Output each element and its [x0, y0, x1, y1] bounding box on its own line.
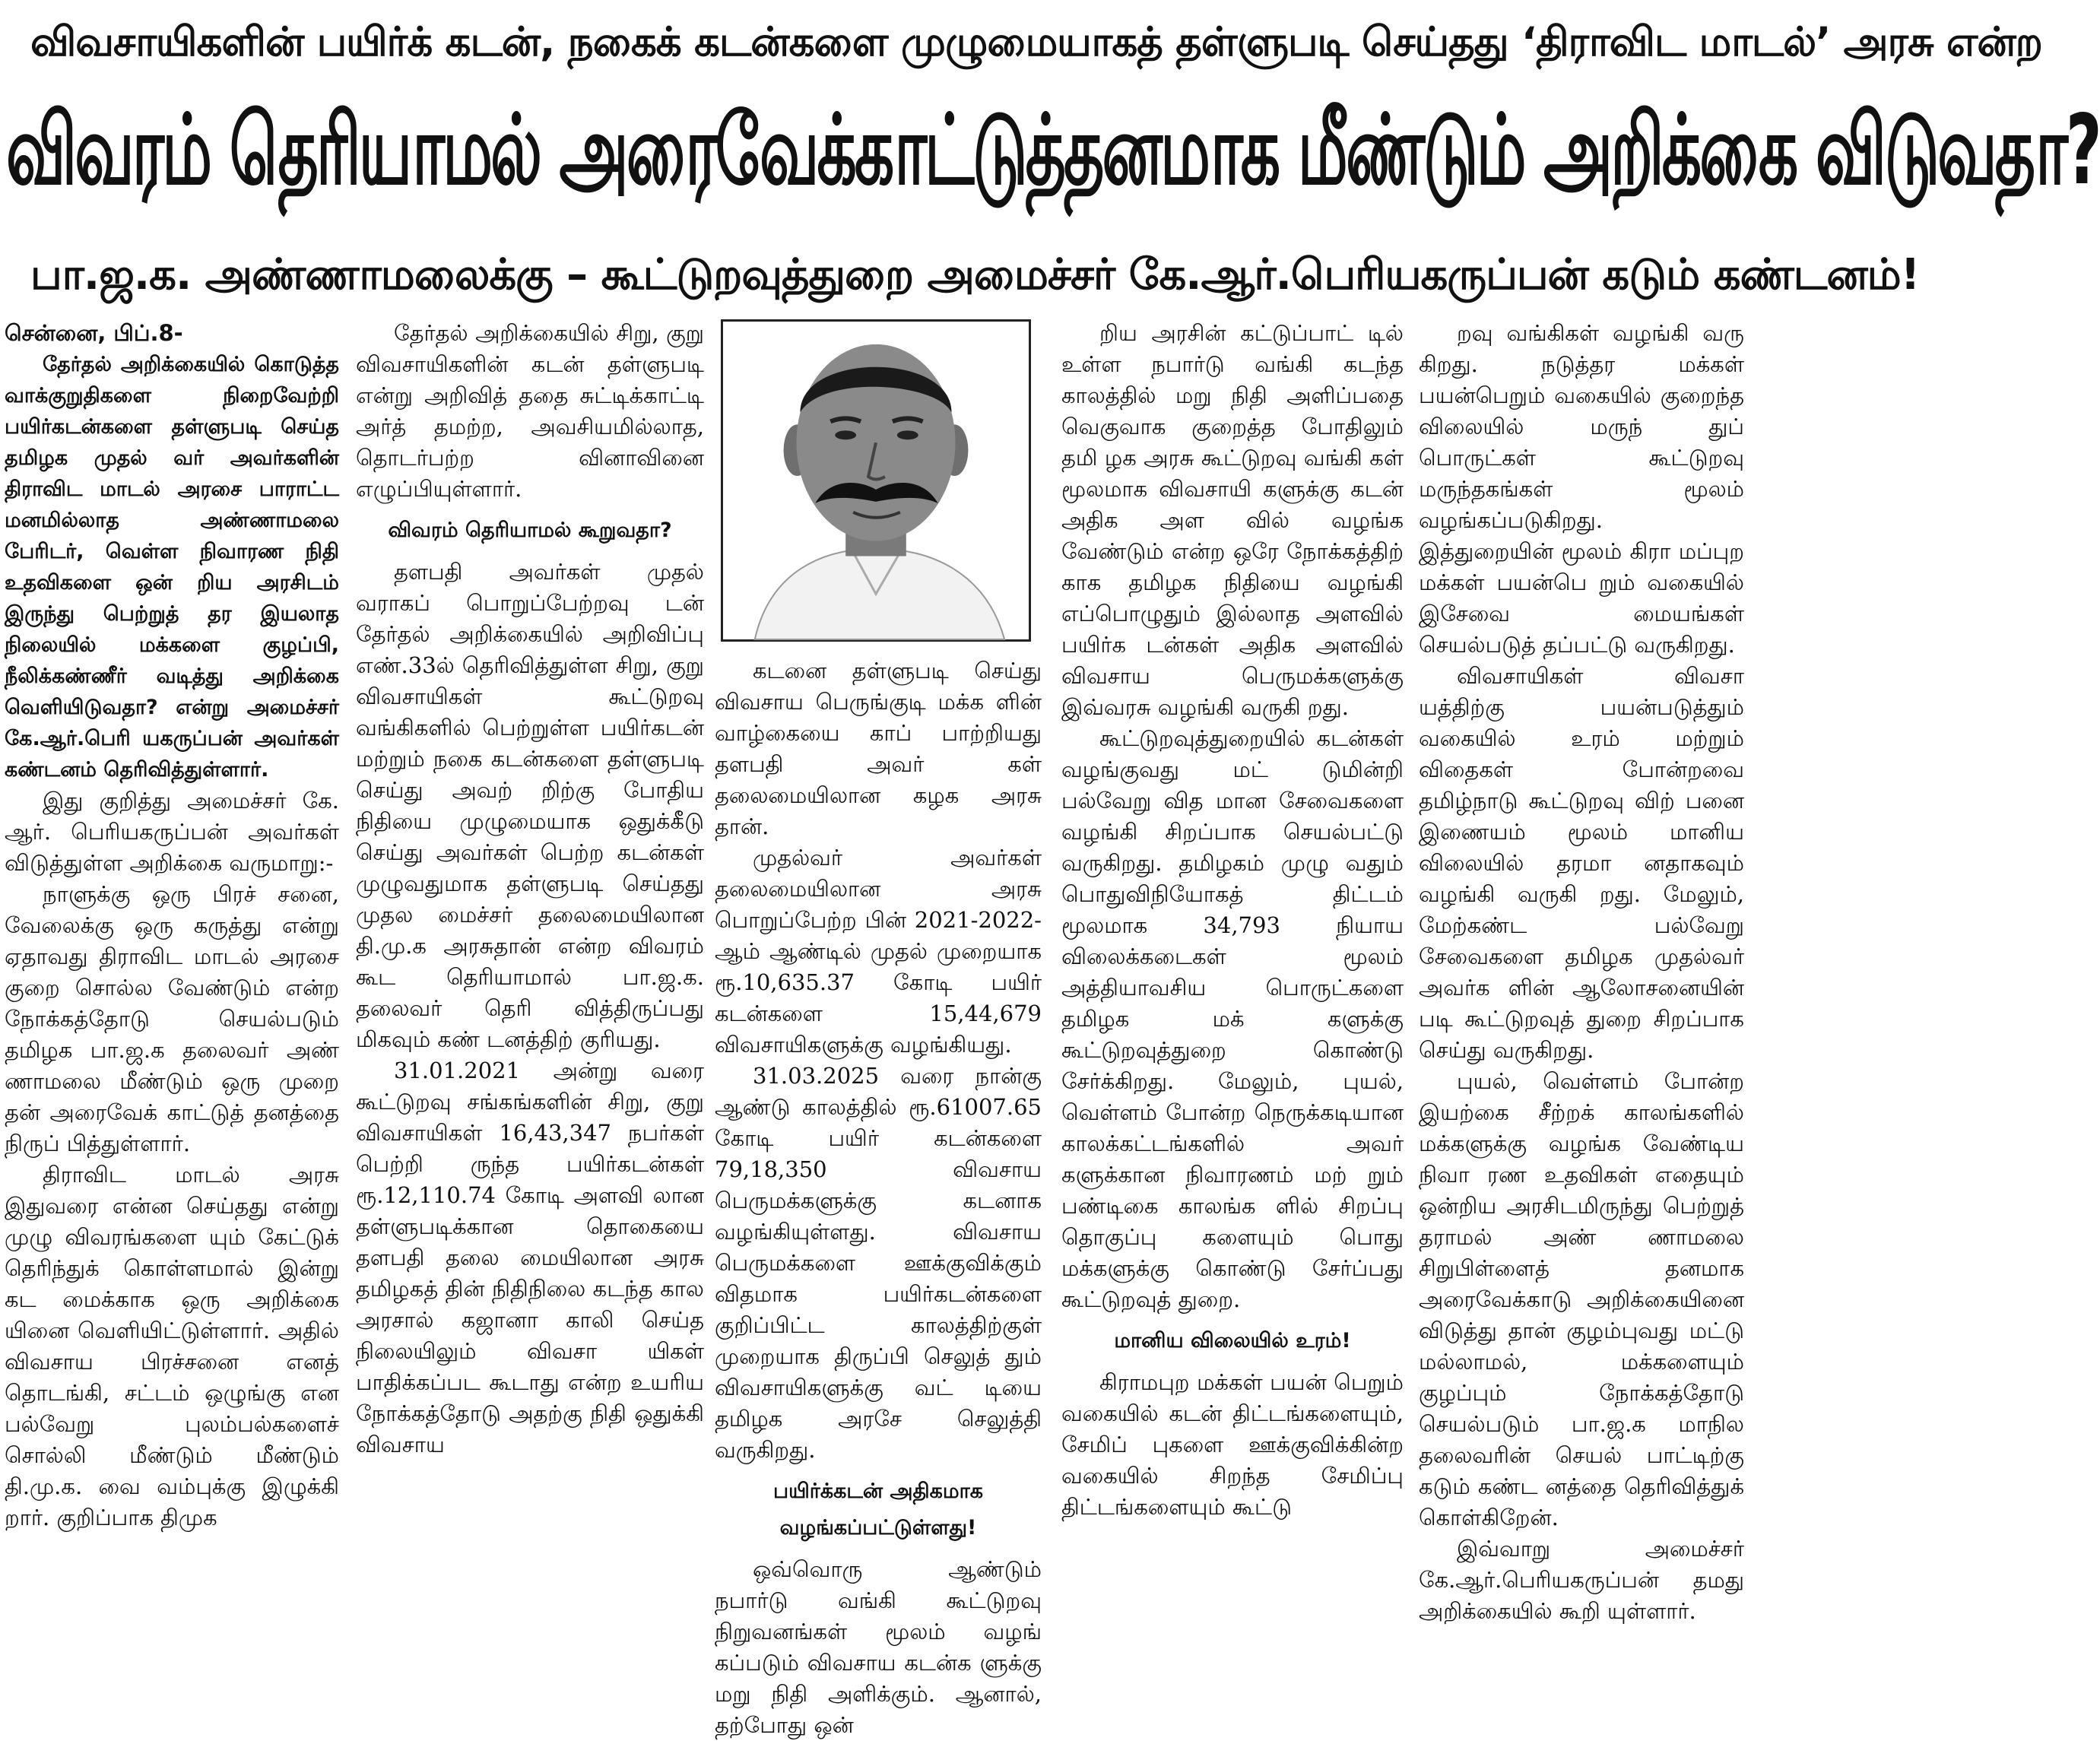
main-headline: விவரம் தெரியாமல் அரைவேக்காட்டுத்தனமாக மீண்டும் அறிக்கை விடுவதா?	[6, 94, 2100, 207]
paragraph: நாளுக்கு ஒரு பிரச் சனை, வேலைக்கு ஒரு கருத்து என்று ஏதாவது திராவிட மாடல் அரசை குறை சொல்ல வேண்டும் என்ற நோக்கத்தோடு செயல்படும் தமிழக பா.ஜ.க தலைவர் அண் ணாமலை மீண்டும் ஒரு முறை தன் அரைவேக் காட்டுத் தனத்தை நிருப் பித்துள்ளார்.	[5, 881, 339, 1156]
paragraph: புயல், வெள்ளம் போன்ற இயற்கை சீற்றக் காலங்களில் மக்களுக்கு வழங்க வேண்டிய நிவா ரண உதவிகள் எதையும் ஒன்றிய அரசிடமிருந்து பெற்றுத் தராமல் அண் ணாமலை சிறுபிள்ளைத் தனமாக அரைவேக்காடு அறிக்கையினை விடுத்து தான் குழம்புவது மட்டு மல்லாமல், மக்களையும் குழப்பும் நோக்கத்தோடு செயல்படும் பா.ஜ.க மாநில தலைவரின் செயல் பாட்டிற்கு கடும் கண்ட னத்தை தெரிவித்துக் கொள்கிறேன்.	[1419, 1068, 1744, 1530]
dateline: சென்னை, பிப்.8-	[5, 320, 183, 346]
paragraph: கூட்டுறவுத்துறையில் கடன்கள் வழங்குவது மட் டுமின்றி பல்வேறு வித மான சேவைகளை வழங்கி சிறப்பாக செயல்பட்டு வருகிறது. தமிழகம் முழு வதும் பொதுவிநியோகத் திட்டம் மூலமாக 34,793 நியாய விலைக்கடைகள் மூலம் அத்தியாவசிய பொருட்களை தமிழக மக் களுக்கு கூட்டுறவுத்துறை கொண்டு சேர்க்கிறது. மேலும், புயல், வெள்ளம் போன்ற நெருக்கடியான காலக்கட்டங்களில் அவர் களுக்கான நிவாரணம் மற் றும் பண்டிகை காலங்க ளில் சிறப்பு தொகுப்பு களையும் பொது மக்களுக்கு கொண்டு சேர்ப்பது கூட்டுறவுத் துறை.	[1061, 725, 1404, 1312]
section-subheading: பயிர்க்கடன் அதிகமாக வழங்கப்பட்டுள்ளது!	[772, 1479, 984, 1540]
minister-photo	[721, 319, 1031, 642]
paragraph: றவு வங்கிகள் வழங்கி வரு கிறது. நடுத்தர மக்கள் பயன்பெறும் வகையில் குறைந்த விலையில் மருந் துப் பொருட்கள் கூட்டுறவு மருந்தகங்கள் மூலம் வழங்கப்படுகிறது. இத்துறையின் மூலம் கிரா மப்புற மக்கள் பயன்பெ றும் வகையில் இசேவை மையங்கள் செயல்படுத் தப்பட்டு வருகிறது.	[1419, 320, 1744, 658]
paragraph: தளபதி அவர்கள் முதல் வராகப் பொறுப்பேற்றவு டன் தேர்தல் அறிக்கையில் அறிவிப்பு எண்.33ல் தெரிவித்துள்ள சிறு, குறு விவசாயிகள் கூட்டுறவு வங்கிகளில் பெற்றுள்ள பயிர்கடன் மற்றும் நகை கடன்களை தள்ளுபடி செய்து அவற் றிற்கு போதிய நிதியை முழுமையாக ஒதுக்கீடு செய்து அவர்கள் பெற்ற கடன்கள் முழுவதுமாக தள்ளுபடி செய்தது முதல மைச்சர் தலைமையிலான தி.மு.க அரசுதான் என்ற விவரம் கூட தெரியாமால் பா.ஜ.க. தலைவர் தெரி வித்திருப்பது மிகவும் கண் டனத்திற் குரியது.	[356, 559, 704, 1052]
column-3-text	[715, 655, 1042, 1741]
paragraph: இது குறித்து அமைச்சர் கே. ஆர். பெரியகருப்பன் அவர்கள் விடுத்துள்ள அறிக்கை வருமாறு:-	[5, 788, 339, 876]
paragraph: றிய அரசின் கட்டுப்பாட் டில் உள்ள நபார்டு வங்கி கடந்த காலத்தில் மறு நிதி அளிப்பதை வெகுவாக குறைத்த போதிலும் தமி ழக அரசு கூட்டுறவு வங்கி கள் மூலமாக விவசாயி களுக்கு கடன் அதிக அள வில் வழங்க வேண்டும் என்ற ஒரே நோக்கத்திற் காக தமிழக நிதியை வழங்கி எப்பொழுதும் இல்லாத அளவில் பயிர்க டன்கள் அதிக அளவில் விவசாய பெருமக்களுக்கு இவ்வரசு வழங்கி வருகி றது.	[1061, 320, 1404, 720]
paragraph: விவசாயிகள் விவசா யத்திற்கு பயன்படுத்தும் வகையில் உரம் மற்றும் விதைகள் போன்றவை தமிழ்நாடு கூட்டுறவு விற் பனை இணையம் மூலம் மானிய விலையில் தரமா னதாகவும் வழங்கி வருகி றது. மேலும், மேற்கண்ட பல்வேறு சேவைகளை தமிழக முதல்வர் அவர்க ளின் ஆலோசனையின் படி கூட்டுறவுத் துறை சிறப்பாக செய்து வருகிறது.	[1419, 663, 1744, 1063]
section-subheading: மானிய விலையில் உரம்!	[1114, 1329, 1351, 1353]
paragraph: தேர்தல் அறிக்கையில் சிறு, குறு விவசாயிகளின் கடன் தள்ளுபடி என்று அறிவித் ததை சுட்டிக்காட்டி அர்த் தமற்ற, அவசியமில்லாத, தொடர்பற்ற வினாவினை எழுப்பியுள்ளார்.	[356, 320, 704, 502]
article-column-1	[5, 318, 339, 1709]
article-column-4	[1061, 318, 1404, 1709]
article-column-5	[1419, 318, 1744, 1709]
sub-headline: பா.ஜ.க. அண்ணாமலைக்கு – கூட்டுறவுத்துறை அமைச்சர் கே.ஆர்.பெரியகருப்பன் கடும் கண்டனம்!	[30, 250, 1920, 300]
section-subheading: விவரம் தெரியாமல் கூறுவதா?	[388, 518, 672, 542]
portrait-image	[723, 322, 1029, 639]
paragraph: இவ்வாறு அமைச்சர் கே.ஆர்.பெரியகருப்பன் தமது அறிக்கையில் கூறி யுள்ளார்.	[1419, 1536, 1744, 1624]
lead-paragraph: தேர்தல் அறிக்கையில் கொடுத்த வாக்குறுதிகளை நிறைவேற்றி பயிர்கடன்களை தள்ளுபடி செய்த தமிழக முதல் வர் அவர்களின் திராவிட மாடல் அரசை பாராட்ட மனமில்லாத அண்ணாமலை பேரிடர், வெள்ள நிவாரண நிதி உதவிகளை ஒன் றிய அரசிடம் இருந்து பெற்றுத் தர இயலாத நிலையில் மக்களை குழப்பி, நீலிக்கண்ணீர் வடித்து அறிக்கை வெளியிடுவதா? என்று அமைச்சர் கே.ஆர்.பெரி யகருப்பன் அவர்கள் கண்டனம் தெரிவித்துள்ளார்.	[5, 353, 339, 782]
article-column-3	[715, 318, 1042, 1738]
article-column-2	[356, 318, 704, 1709]
dateline-paragraph	[5, 318, 339, 349]
paragraph: திராவிட மாடல் அரசு இதுவரை என்ன செய்தது என்று முழு விவரங்களை யும் கேட்டுக் தெரிந்துக் கொள்ளமால் இன்று கட மைக்காக ஒரு அறிக்கை யினை வெளியிட்டுள்ளார். அதில் விவசாய பிரச்சனை எனத் தொடங்கி, சட்டம் ஒழுங்கு என பல்வேறு புலம்பல்களைச் சொல்லி மீண்டும் மீண்டும் தி.மு.க. வை வம்புக்கு இழுக்கி றார். குறிப்பாக திமுக	[5, 1162, 339, 1530]
paragraph: கிராமபுற மக்கள் பயன் பெறும் வகையில் கடன் திட்டங்களையும், சேமிப் புகளை ஊக்குவிக்கின்ற வகையில் சிறந்த சேமிப்பு திட்டங்களையும் கூட்டு	[1061, 1369, 1404, 1520]
paragraph: 31.03.2025 வரை நான்கு ஆண்டு காலத்தில் ரூ.61007.65 கோடி பயிர் கடன்களை 79,18,350 விவசாய பெருமக்களுக்கு கடனாக வழங்கியுள்ளது. விவசாய பெருமக்களை ஊக்குவிக்கும் விதமாக பயிர்கடன்களை குறிப்பிட்ட காலத்திற்குள் முறையாக திருப்பி செலுத் தும் விவசாயிகளுக்கு வட் டியை தமிழக அரசே செலுத்தி வருகிறது.	[715, 1063, 1042, 1463]
kicker-headline: விவசாயிகளின் பயிர்க் கடன், நகைக் கடன்களை முழுமையாகத் தள்ளுபடி செய்தது ‘திராவிட மாடல்’ அரசு என்ற	[30, 19, 2042, 65]
paragraph: 31.01.2021 அன்று வரை கூட்டுறவு சங்கங்களின் சிறு, குறு விவசாயிகள் 16,43,347 நபர்கள் பெற்றி ருந்த பயிர்கடன்கள் ரூ.12,110.74 கோடி அளவி லான தள்ளுபடிக்கான தொகையை தளபதி தலை மையிலான அரசு தமிழகத் தின் நிதிநிலை கடந்த கால அரசால் கஜானா காலி செய்த நிலையிலும் விவசா யிகள் பாதிக்கப்பட கூடாது என்ற உயரிய நோக்கத்தோடு அதற்கு நிதி ஒதுக்கி விவசாய	[356, 1058, 704, 1457]
paragraph: ஒவ்வொரு ஆண்டும் நபார்டு வங்கி கூட்டுறவு நிறுவனங்கள் மூலம் வழங் கப்படும் விவசாய கடன்க ளுக்கு மறு நிதி அளிக்கும். ஆனால், தற்போது ஒன்	[715, 1556, 1042, 1738]
paragraph: முதல்வர் அவர்கள் தலைமையிலான அரசு பொறுப்பேற்ற பின் 2021-2022-ஆம் ஆண்டில் முதல் முறையாக ரூ.10,635.37 கோடி பயிர் கடன்களை 15,44,679 விவசாயிகளுக்கு வழங்கியது.	[715, 845, 1042, 1058]
paragraph: கடனை தள்ளுபடி செய்து விவசாய பெருங்குடி மக்க ளின் வாழ்கையை காப் பாற்றியது தளபதி அவர் கள் தலைமையிலான கழக அரசு தான்.	[715, 658, 1042, 839]
